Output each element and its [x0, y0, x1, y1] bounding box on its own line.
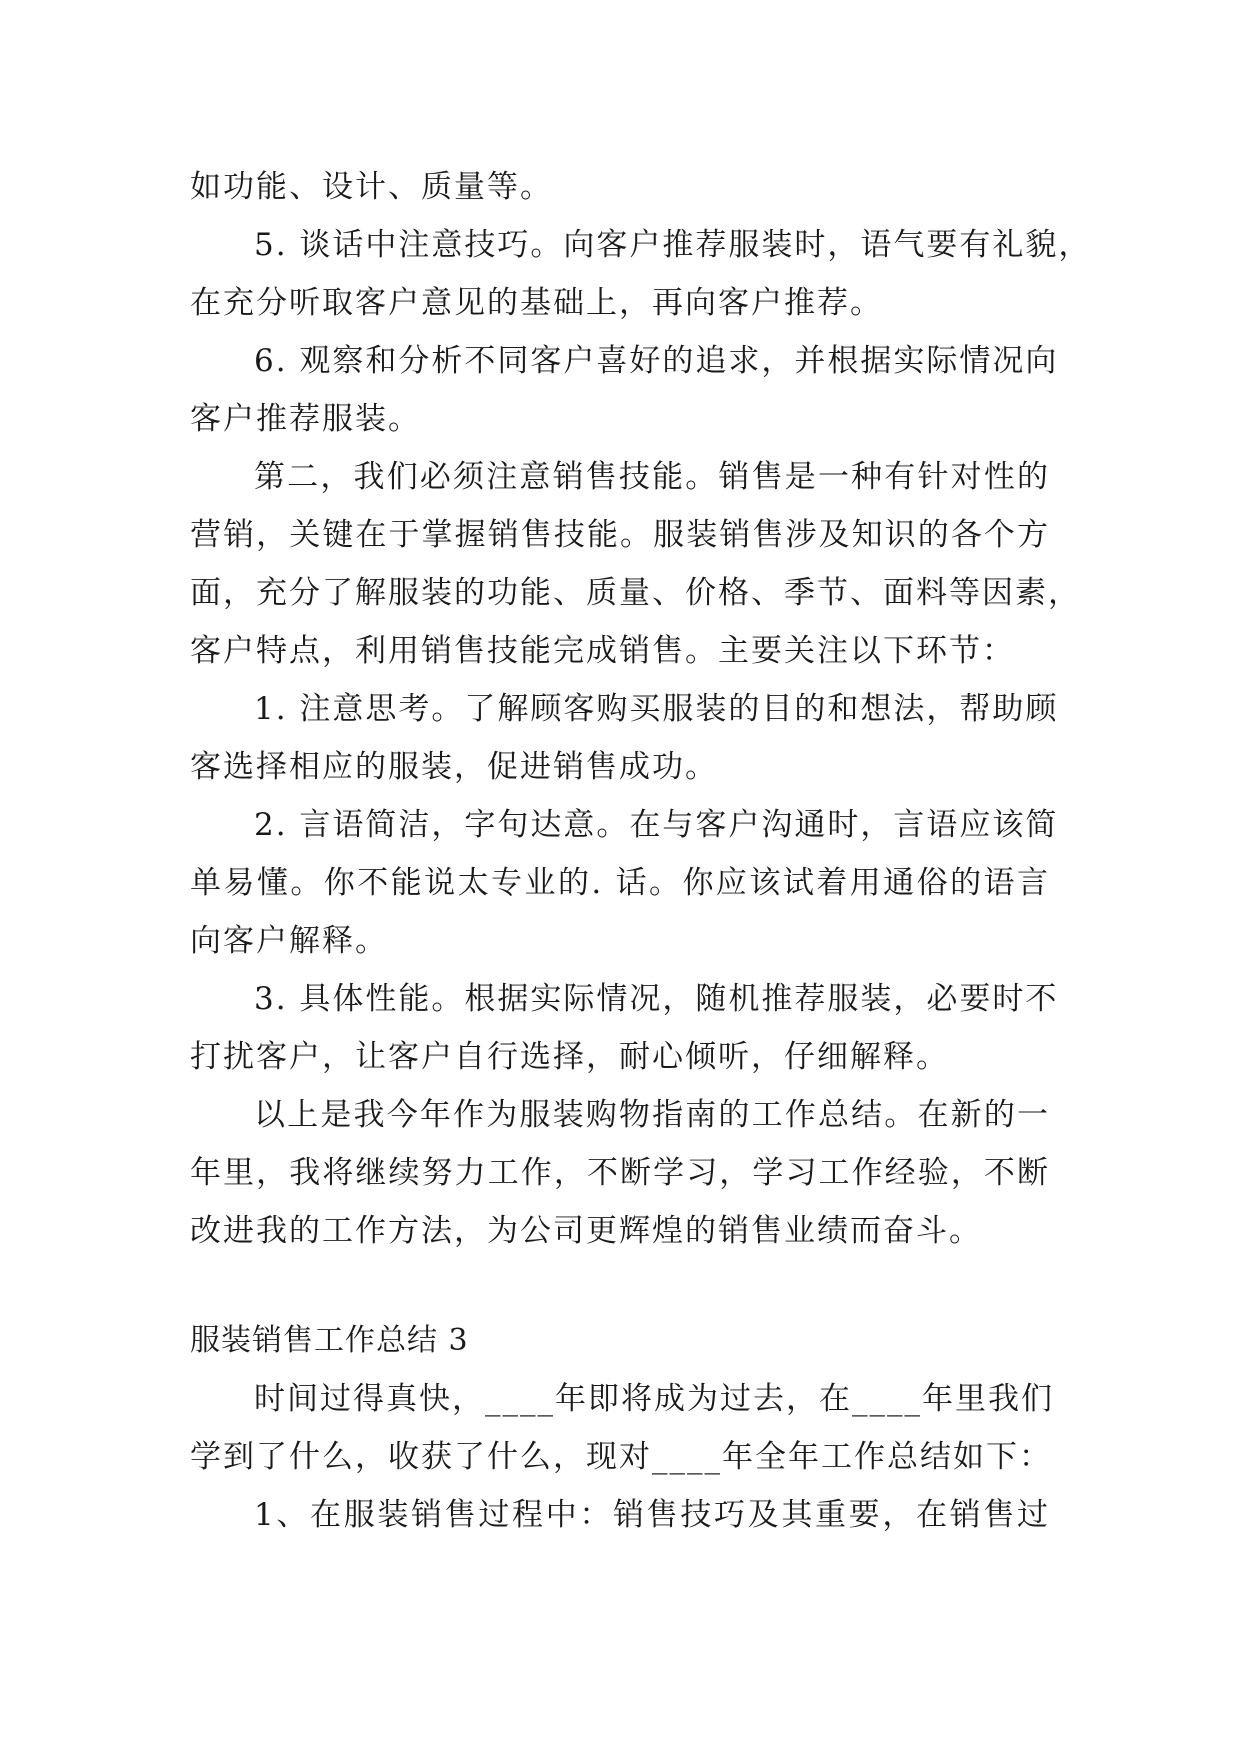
paragraph-line: 面，充分了解服装的功能、质量、价格、季节、面料等因素，	[190, 575, 1081, 611]
paragraph-line: 打扰客户，让客户自行选择，耐心倾听，仔细解释。	[190, 1039, 949, 1075]
paragraph-line: 如功能、设计、质量等。	[190, 169, 553, 205]
paragraph-line: 1、在服装销售过程中：销售技巧及其重要，在销售过	[254, 1497, 1050, 1533]
paragraph-line: 在充分听取客户意见的基础上，再向客户推荐。	[190, 285, 883, 321]
section-heading: 服装销售工作总结 3	[190, 1323, 469, 1358]
paragraph-line: 年里，我将继续努力工作，不断学习，学习工作经验，不断	[190, 1155, 1050, 1191]
paragraph-line: 6. 观察和分析不同客户喜好的追求，并根据实际情况向	[254, 343, 1059, 379]
paragraph-line: 3. 具体性能。根据实际情况，随机推荐服装，必要时不	[254, 981, 1059, 1017]
paragraph-line: 学到了什么，收获了什么，现对____年全年工作总结如下：	[190, 1439, 1052, 1475]
paragraph-line: 时间过得真快，____年即将成为过去，在____年里我们	[254, 1381, 1054, 1417]
paragraph-line: 以上是我今年作为服装购物指南的工作总结。在新的一	[254, 1097, 1050, 1133]
paragraph-line: 第二，我们必须注意销售技能。销售是一种有针对性的	[254, 459, 1050, 495]
paragraph-line: 客户特点，利用销售技能完成销售。主要关注以下环节：	[190, 633, 1015, 669]
paragraph-line: 2. 言语简洁，字句达意。在与客户沟通时，言语应该简	[254, 807, 1059, 843]
paragraph-line: 改进我的工作方法，为公司更辉煌的销售业绩而奋斗。	[190, 1213, 982, 1249]
paragraph-line: 1. 注意思考。了解顾客购买服装的目的和想法，帮助顾	[254, 691, 1059, 727]
paragraph-line: 营销，关键在于掌握销售技能。服装销售涉及知识的各个方	[190, 517, 1050, 553]
paragraph-line: 向客户解释。	[190, 923, 388, 959]
paragraph-line: 单易懂。你不能说太专业的. 话。你应该试着用通俗的语言	[190, 865, 1050, 901]
paragraph-line: 5. 谈话中注意技巧。向客户推荐服装时，语气要有礼貌，	[254, 227, 1092, 263]
paragraph-line: 客户推荐服装。	[190, 401, 421, 437]
paragraph-line: 客选择相应的服装，促进销售成功。	[190, 749, 718, 785]
